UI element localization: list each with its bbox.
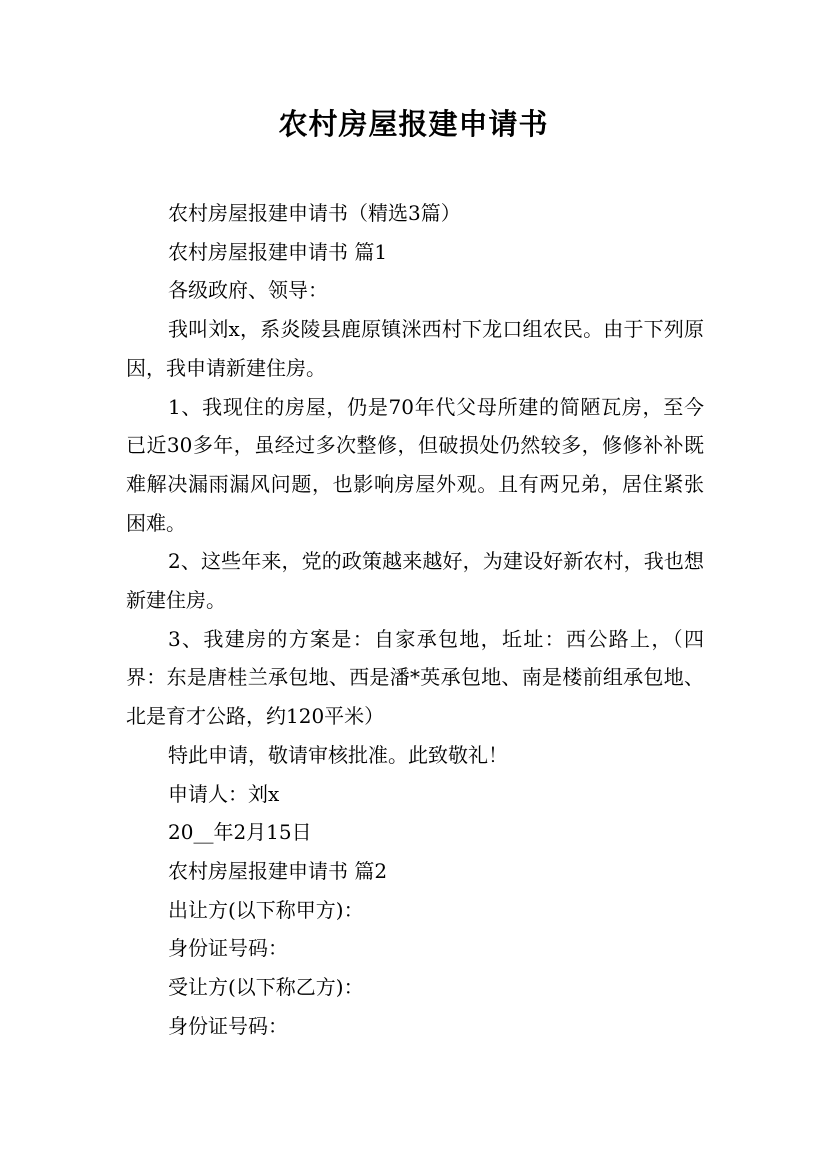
reason-paragraph-2: 2、这些年来，党的政策越来越好，为建设好新农村，我也想新建住房。 bbox=[126, 549, 704, 613]
document-title: 农村房屋报建申请书 bbox=[278, 107, 549, 141]
transferor-id-line: 身份证号码： bbox=[168, 936, 288, 961]
subtitle-paragraph: 农村房屋报建申请书（精选3篇） bbox=[168, 201, 461, 225]
document-body bbox=[126, 194, 704, 1045]
transferor-line: 出让方(以下称甲方)： bbox=[168, 897, 364, 922]
salutation: 各级政府、领导： bbox=[168, 278, 328, 303]
section-heading-1: 农村房屋报建申请书 篇1 bbox=[168, 239, 388, 264]
date-line: 20__年2月15日 bbox=[168, 820, 312, 845]
closing-paragraph: 特此申请，敬请审核批准。此致敬礼！ bbox=[168, 742, 508, 767]
intro-paragraph: 我叫刘x，系炎陵县鹿原镇洣西村下龙口组农民。由于下列原因，我申请新建住房。 bbox=[126, 317, 704, 380]
transferee-line: 受让方(以下称乙方)： bbox=[168, 975, 364, 1000]
reason-paragraph-1: 1、我现住的房屋，仍是70年代父母所建的简陋瓦房，至今已近30多年，虽经过多次整修，但破损处仍然较多，修修补补既难解决漏雨漏风问题，也影响房屋外观。且有两兄弟，居住紧张困难。 bbox=[126, 394, 704, 535]
transferee-id-line: 身份证号码： bbox=[168, 1013, 288, 1038]
section-heading-2: 农村房屋报建申请书 篇2 bbox=[168, 858, 388, 883]
reason-paragraph-3: 3、我建房的方案是：自家承包地，坵址：西公路上，（四界：东是唐桂兰承包地、西是潘*英承包地、南是楼前组承包地、北是育才公路，约120平米） bbox=[126, 626, 704, 729]
applicant-line: 申请人：刘x bbox=[168, 781, 280, 806]
